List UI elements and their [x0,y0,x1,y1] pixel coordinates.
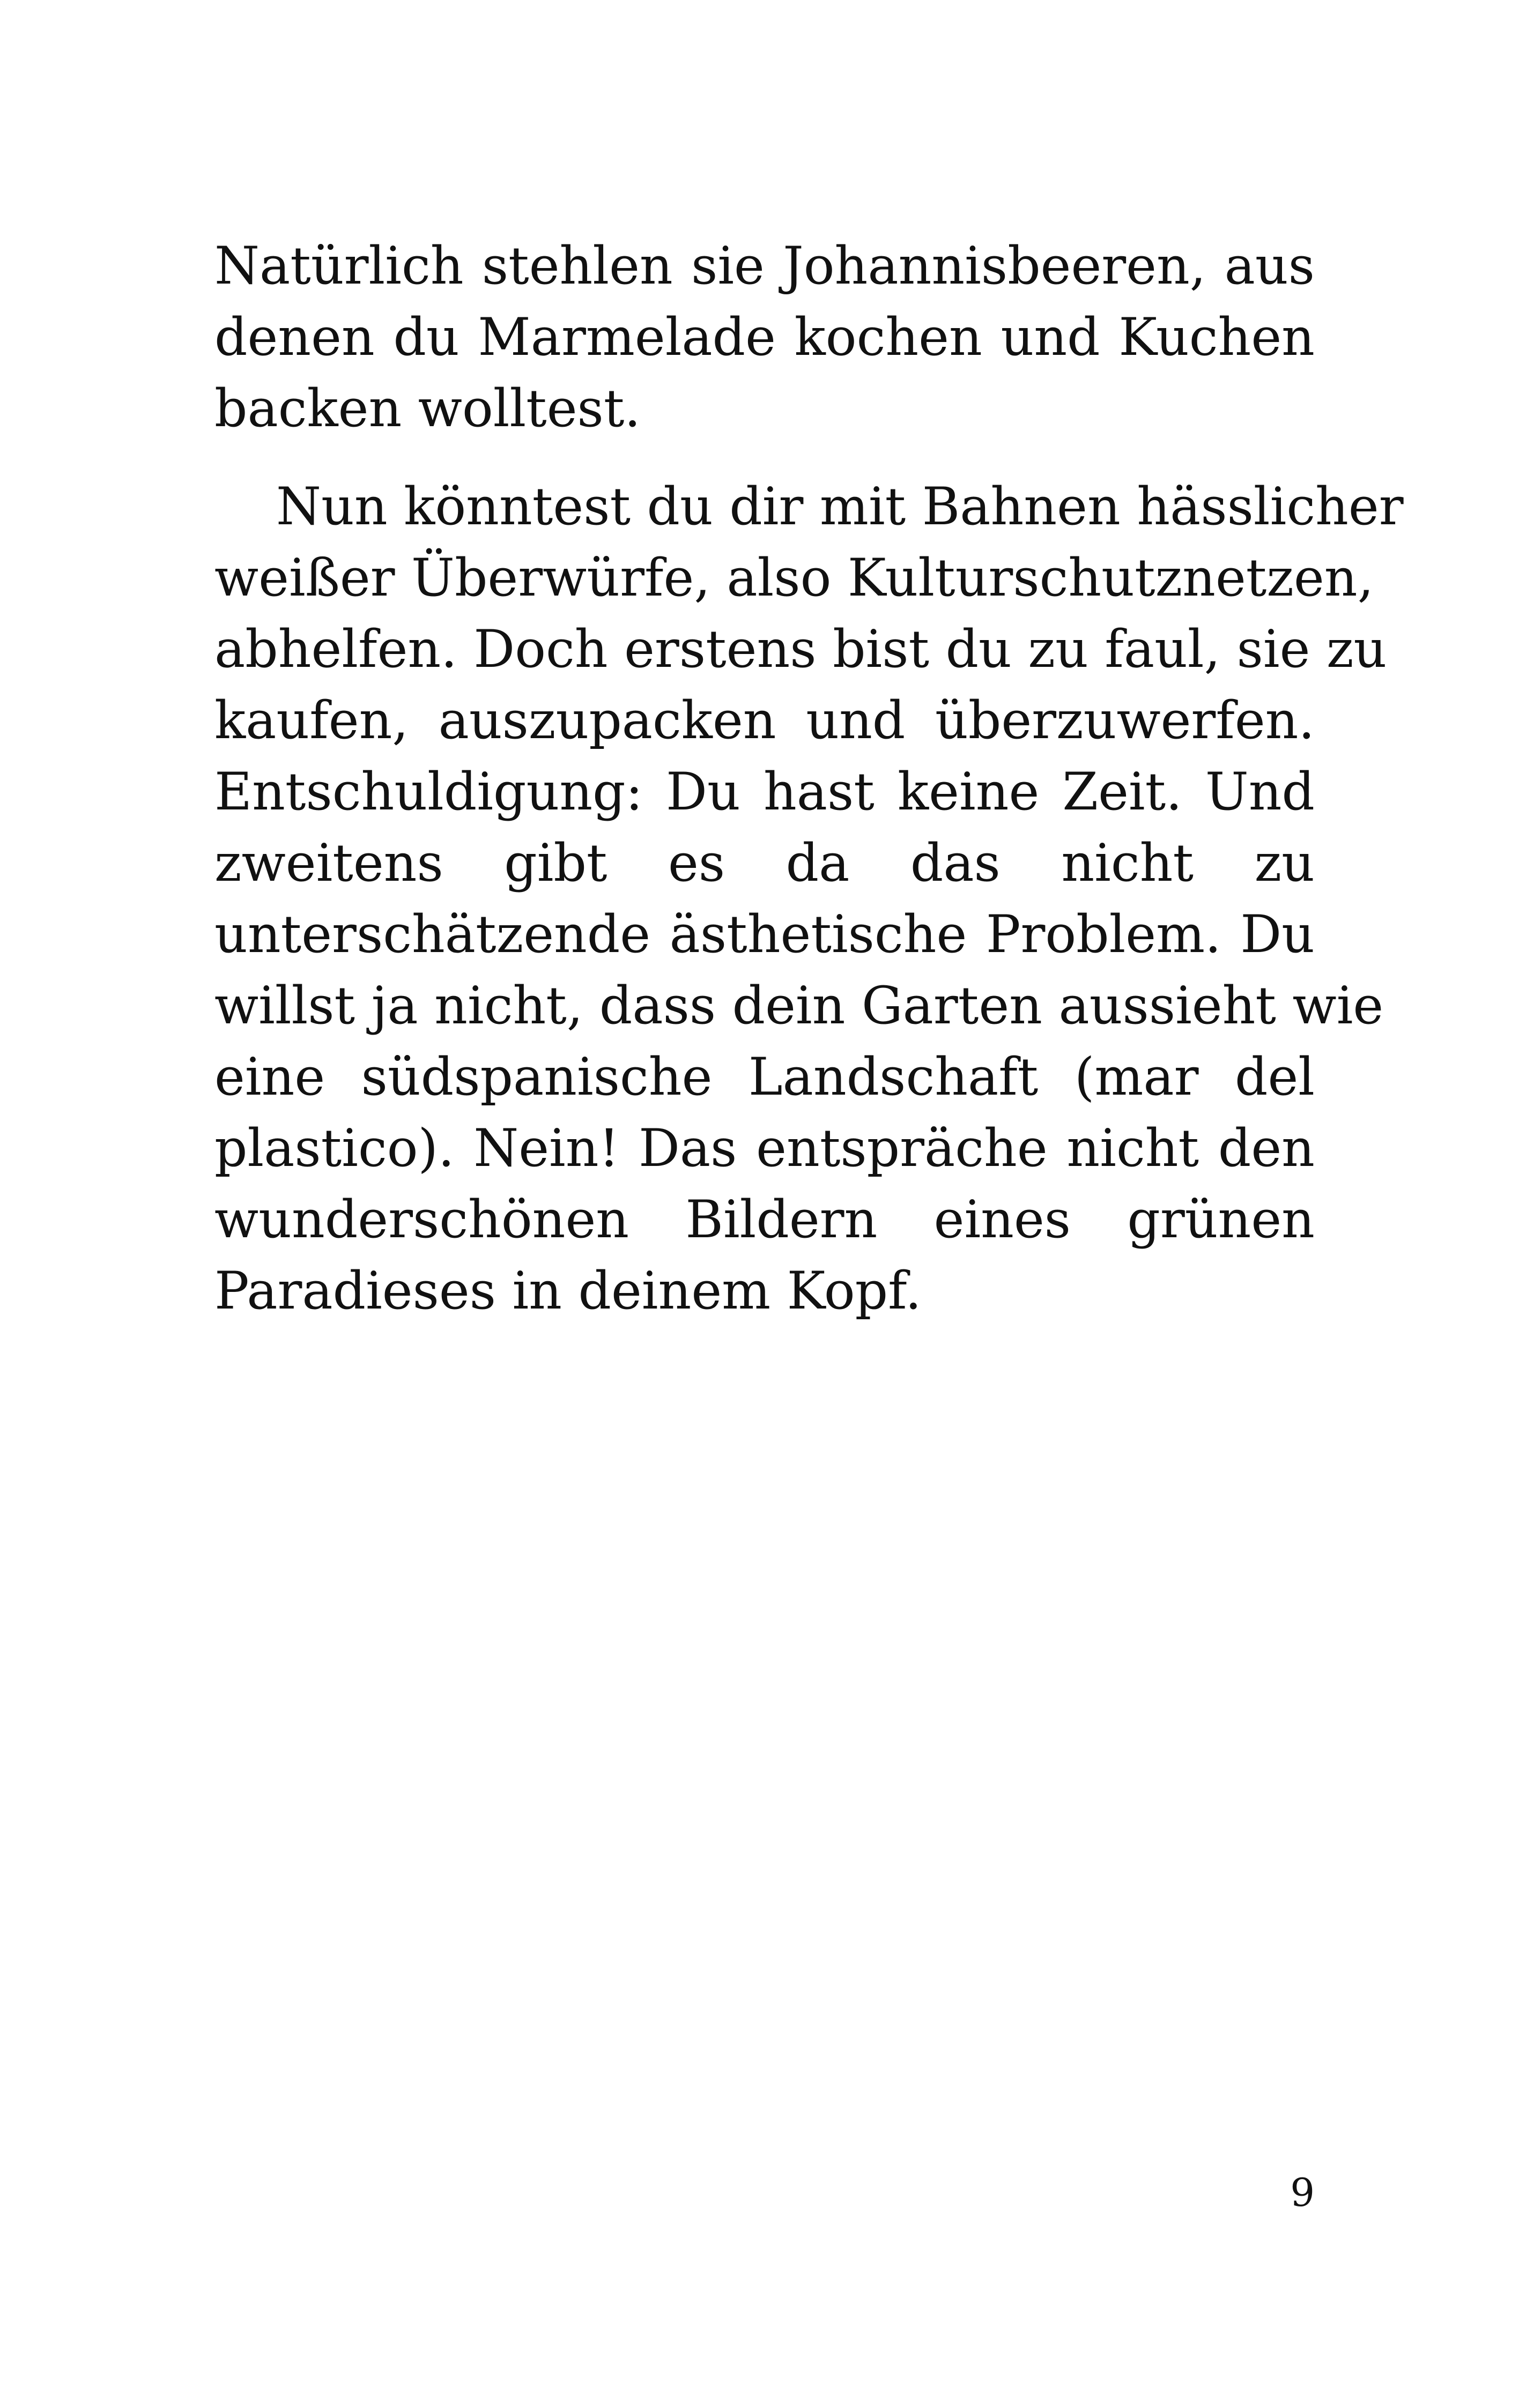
text-line: eine südspanische Landschaft (mar del [214,1047,1315,1107]
text-line: Nun könntest du dir mit Bahnen hässlicher [276,477,1404,537]
text-line: wunderschönen Bildern eines grünen [214,1190,1315,1250]
text-line: zweitens gibt es da das nicht zu [214,833,1315,893]
text-line: Paradieses in deinem Kopf. [214,1261,922,1321]
body-text [214,231,1404,1327]
text-line: kaufen, auszupacken und überzuwerfen. [214,690,1315,750]
text-line: abhelfen. Doch erstens bist du zu faul, sie zu [214,619,1387,679]
text-line: backen wolltest. [214,378,641,439]
text-line: plastico). Nein! Das entspräche nicht den [214,1118,1315,1178]
text-line: Natürlich stehlen sie Johannisbeeren, aus [214,236,1315,296]
text-line: Entschuldigung: Du hast keine Zeit. Und [214,762,1315,822]
text-line: unterschätzende ästhetische Problem. Du [214,904,1315,964]
text-line: willst ja nicht, dass dein Garten aussieht wie [214,976,1384,1036]
paragraph-2 [214,471,1404,1327]
paragraph-1 [214,231,1315,444]
text-line: weißer Überwürfe, also Kulturschutznetzen, [214,548,1374,608]
text-line: denen du Marmelade kochen und Kuchen [214,307,1315,367]
page-number: 9 [1290,2170,1315,2215]
